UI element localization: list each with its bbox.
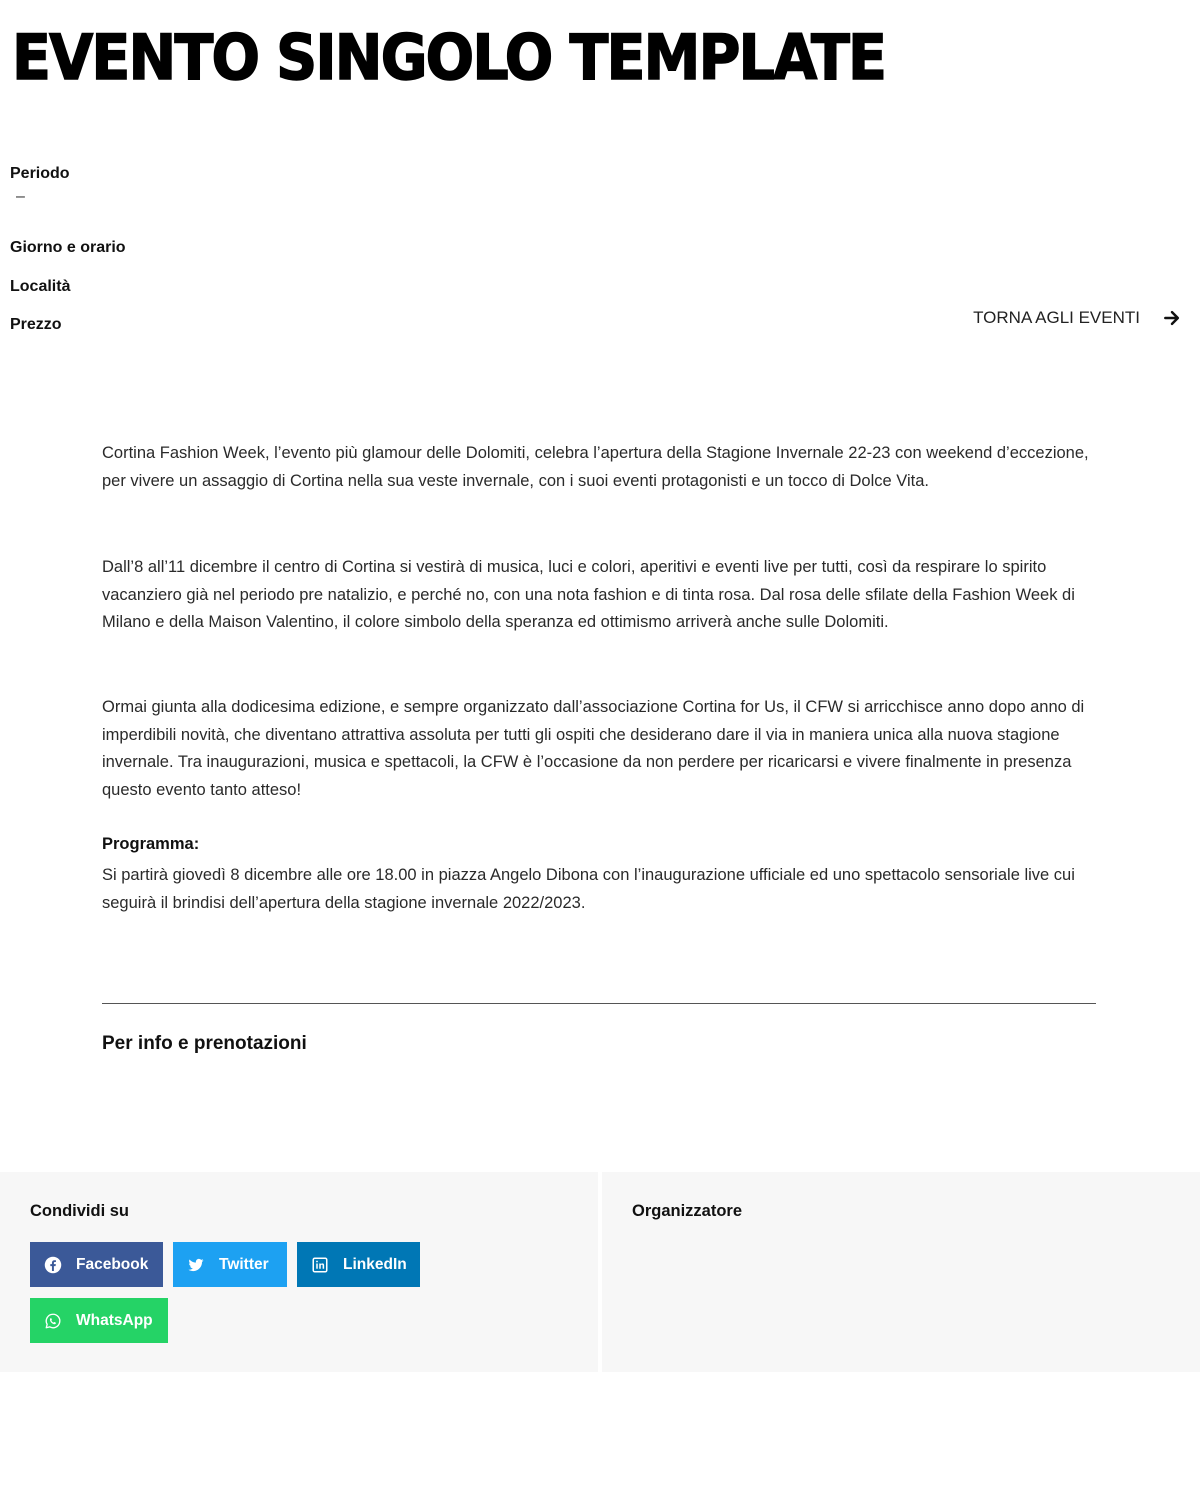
linkedin-icon	[311, 1256, 329, 1274]
bottom-section	[0, 1172, 1200, 1372]
organizer-title: Organizzatore	[632, 1202, 743, 1220]
linkedin-share-button[interactable]	[297, 1242, 420, 1287]
facebook-icon	[44, 1256, 62, 1274]
page-title: EVENTO SINGOLO TEMPLATE	[12, 21, 886, 94]
localita-label: Località	[10, 278, 71, 295]
facebook-label: Facebook	[76, 1255, 149, 1273]
twitter-icon	[187, 1256, 205, 1274]
back-to-events-label: TORNA AGLI EVENTI	[973, 308, 1140, 327]
twitter-label: Twitter	[219, 1255, 269, 1273]
whatsapp-label: WhatsApp	[76, 1311, 153, 1329]
whatsapp-share-button[interactable]	[30, 1298, 168, 1343]
arrow-right-icon	[1162, 308, 1182, 328]
programma-paragraph: Si partirà giovedì 8 dicembre alle ore 18.00 in piazza Angelo Dibona con l’inaugurazione ufficiale ed uno spettacolo sensoriale live cui seguirà il brindisi dell’apertura della stagione invernale 2022/2023.	[102, 866, 1075, 912]
description-paragraph: Ormai giunta alla dodicesima edizione, e sempre organizzato dall’associazione Cortina for Us, il CFW si arricchisce anno dopo anno di imperdibili novità, che diventano attrattiva assoluta per tutti gli ospiti che desiderano dare il via in maniera unica alla nuova stagione invernale. Tra inaugurazioni, musica e spettacoli, la CFW è l’occasione da non perdere per ricaricarsi e vivere finalmente in presenza questo evento tanto atteso!	[102, 698, 1085, 799]
divider	[102, 1003, 1096, 1004]
periodo-dash: –	[16, 188, 25, 205]
facebook-share-button[interactable]	[30, 1242, 163, 1287]
prezzo-label: Prezzo	[10, 316, 62, 333]
organizer-panel	[602, 1172, 1200, 1372]
share-title: Condividi su	[30, 1202, 129, 1220]
description-paragraph: Cortina Fashion Week, l’evento più glamour delle Dolomiti, celebra l’apertura della Stagione Invernale 22-23 con weekend d’eccezione, per vivere un assaggio di Cortina nella sua veste invernale, con i suoi eventi protagonisti e un tocco di Dolce Vita.	[102, 444, 1089, 490]
twitter-share-button[interactable]	[173, 1242, 287, 1287]
giorno-orario-label: Giorno e orario	[10, 239, 126, 256]
programma-title: Programma:	[102, 835, 200, 853]
description-paragraph: Dall’8 all’11 dicembre il centro di Cortina si vestirà di musica, luci e colori, aperitivi e eventi live per tutti, così da respirare lo spirito vacanziero già nel periodo pre natalizio, e perché no, con una nota fashion e di tinta rosa. Dal rosa delle sfilate della Fashion Week di Milano e della Maison Valentino, il colore simbolo della speranza ed ottimismo arriverà anche sulle Dolomiti.	[102, 558, 1075, 631]
periodo-label: Periodo	[10, 165, 70, 182]
back-to-events-link[interactable]	[973, 308, 1182, 328]
linkedin-label: LinkedIn	[343, 1255, 407, 1273]
whatsapp-icon	[44, 1312, 62, 1330]
info-prenotazioni-title: Per info e prenotazioni	[102, 1033, 307, 1054]
share-panel	[0, 1172, 598, 1372]
